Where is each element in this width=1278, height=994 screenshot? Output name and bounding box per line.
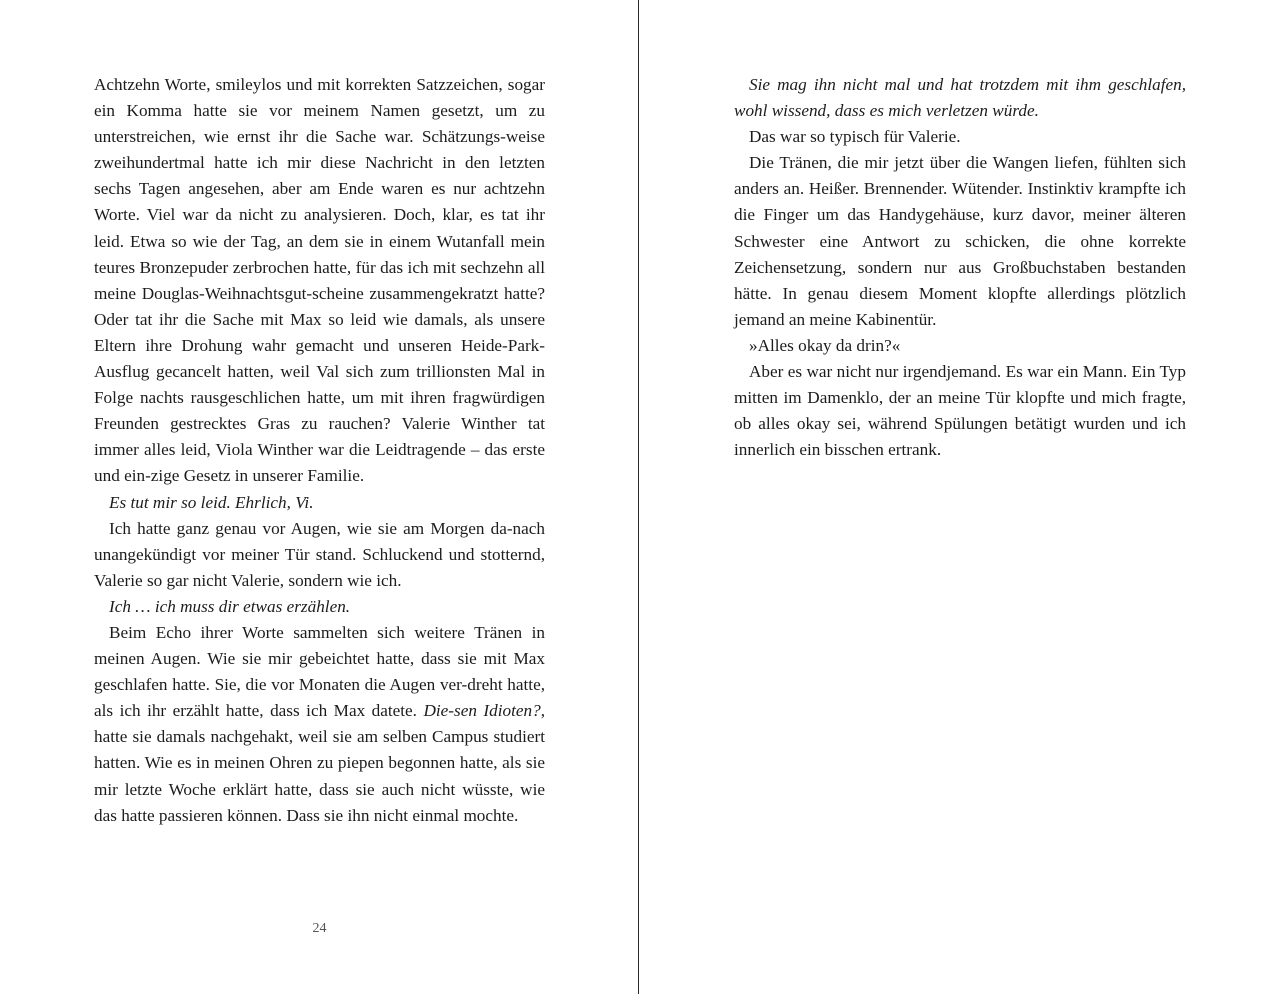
text-run: Die Tränen, die mir jetzt über die Wangen liefen, fühlten sich anders an. Heißer. Brennender. Wütender. Instinktiv krampfte ich die Finger um das Handygehäuse, kurz davor, meiner älteren Schwester eine Antwort zu schicken, die ohne korrekte Zeichensetzung, sondern nur aus Großbuchstaben bestanden hätte. In genau diesem Moment klopfte allerdings plötzlich jemand an meine Kabinentür.: [734, 153, 1186, 329]
left-page-body: [94, 72, 545, 829]
text-run: »Alles okay da drin?«: [749, 335, 901, 355]
paragraph: [94, 620, 545, 829]
right-page: [639, 0, 1278, 994]
text-run: Achtzehn Worte, smileylos und mit korrekten Satzzeichen, sogar ein Komma hatte sie vor meinem Namen gesetzt, um zu unterstreichen, wie ernst ihr die Sache war. Schätzungs-weise zweihundertmal hatte ich mir diese Nachricht in den letzten sechs Tagen angesehen, aber am Ende waren es nur achtzehn Worte. Viel war da nicht zu analysieren. Doch, klar, es tat ihr leid. Etwa so wie der Tag, an dem sie in einem Wutanfall mein teures Bronzepuder zerbrochen hatte, für das ich mit sechzehn all meine Douglas-Weihnachtsgut-scheine zusammengekratzt hatte? Oder tat ihr die Sache mit Max so leid wie damals, als unsere Eltern ihre Drohung wahr gemacht und unseren Heide-Park-Ausflug gecancelt hatten, weil Val sich zum trillionsten Mal in Folge nachts rausgeschlichen hatte, um mit ihren fragwürdigen Freunden gestrecktes Gras zu rauchen? Valerie Winther tat immer alles leid, Viola Winther war die Leidtragende – das erste und ein-zige Gesetz in unserer Familie.: [94, 75, 545, 486]
text-run: Beim Echo ihrer Worte sammelten sich weitere Tränen in meinen Augen. Wie sie mir gebeichtet hatte, dass sie mit Max geschlafen hatte. Sie, die vor Monaten die Augen ver-dreht hatte, als ich ihr erzählt hatte, dass ich Max datete.: [94, 622, 545, 721]
text-run: Das war so typisch für Valerie.: [749, 127, 961, 147]
text-run-italic: Die-sen Idioten?: [423, 701, 541, 721]
paragraph: [94, 72, 545, 490]
paragraph: [734, 124, 1186, 150]
text-run-italic: Ich … ich muss dir etwas erzählen.: [109, 596, 351, 616]
paragraph: [94, 594, 545, 620]
paragraph: [94, 490, 545, 516]
right-page-body: [734, 72, 1186, 463]
paragraph: [94, 516, 545, 594]
text-run: Ich hatte ganz genau vor Augen, wie sie am Morgen da-nach unangekündigt vor meiner Tür stand. Schluckend und stotternd, Valerie so gar nicht Valerie, sondern wie ich.: [94, 518, 545, 590]
paragraph: [734, 150, 1186, 333]
text-run-italic: Es tut mir so leid. Ehrlich, Vi.: [109, 492, 314, 512]
text-run: , hatte sie damals nachgehakt, weil sie am selben Campus studiert hatten. Wie es in meinen Ohren zu piepen begonnen hatte, als sie mir letzte Woche erklärt hatte, dass sie auch nicht wüsste, wie das hatte passieren können. Dass sie ihn nicht einmal mochte.: [94, 701, 545, 825]
text-run: Aber es war nicht nur irgendjemand. Es war ein Mann. Ein Typ mitten im Damenklo, der an meine Tür klopfte und mich fragte, ob alles okay sei, während Spülungen betätigt wurden und ich innerlich ein bisschen ertrank.: [734, 362, 1186, 460]
paragraph: [734, 333, 1186, 359]
page-number: 24: [312, 921, 327, 936]
paragraph: [734, 72, 1186, 124]
text-run-italic: Sie mag ihn nicht mal und hat trotzdem mit ihm geschlafen, wohl wissend, dass es mich verletzen würde.: [734, 75, 1186, 121]
paragraph: [734, 359, 1186, 463]
left-page: [0, 0, 638, 994]
